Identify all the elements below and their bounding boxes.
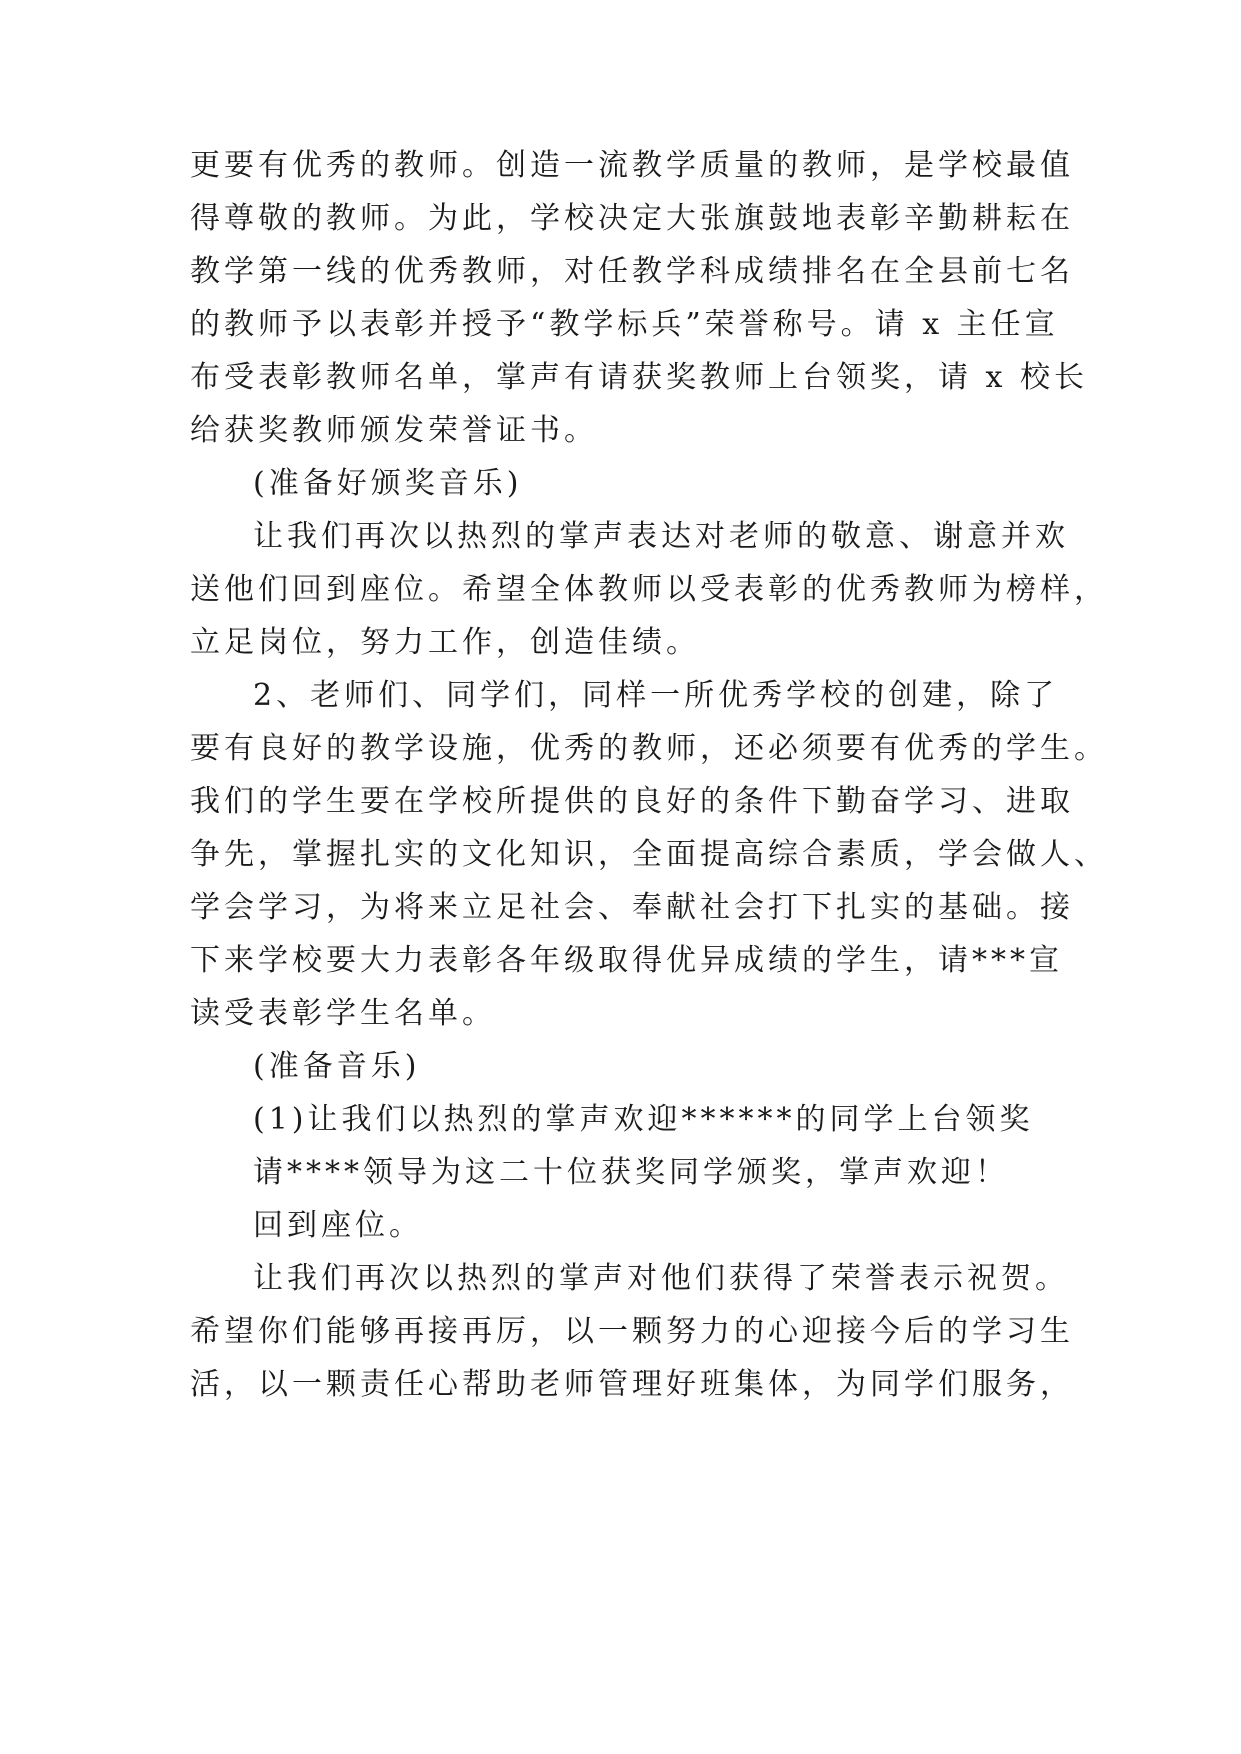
text-line: (准备好颁奖音乐) [253,466,523,501]
text-line: 争先，掌握扎实的文化知识，全面提高综合素质，学会做人、 [190,837,1108,872]
text-line: 得尊敬的教师。为此，学校决定大张旗鼓地表彰辛勤耕耘在 [190,201,1074,236]
text-line: 布受表彰教师名单，掌声有请获奖教师上台领奖，请 x 校长 [190,360,1088,395]
text-line: 更要有优秀的教师。创造一流教学质量的教师，是学校最值 [190,148,1074,183]
text-line: 要有良好的教学设施，优秀的教师，还必须要有优秀的学生。 [190,731,1108,766]
text-line: 让我们再次以热烈的掌声表达对老师的敬意、谢意并欢 [253,519,1069,554]
text-line: (1)让我们以热烈的掌声欢迎******的同学上台领奖 [253,1102,1034,1137]
text-line: (准备音乐) [253,1049,421,1084]
text-line: 活，以一颗责任心帮助老师管理好班集体，为同学们服务， [190,1367,1074,1402]
text-line: 下来学校要大力表彰各年级取得优异成绩的学生，请***宣 [190,943,1063,978]
text-line: 教学第一线的优秀教师，对任教学科成绩排名在全县前七名 [190,254,1074,289]
text-line: 请****领导为这二十位获奖同学颁奖，掌声欢迎！ [253,1155,1009,1190]
text-line: 我们的学生要在学校所提供的良好的条件下勤奋学习、进取 [190,784,1074,819]
text-line: 2、老师们、同学们，同样一所优秀学校的创建，除了 [253,678,1059,713]
text-line: 的教师予以表彰并授予“教学标兵”荣誉称号。请 x 主任宣 [190,307,1059,342]
text-line: 给获奖教师颁发荣誉证书。 [190,413,598,448]
text-line: 学会学习，为将来立足社会、奉献社会打下扎实的基础。接 [190,890,1074,925]
text-line: 立足岗位，努力工作，创造佳绩。 [190,625,700,660]
text-line: 送他们回到座位。希望全体教师以受表彰的优秀教师为榜样， [190,572,1108,607]
text-line: 回到座位。 [253,1208,423,1243]
text-line: 希望你们能够再接再厉，以一颗努力的心迎接今后的学习生 [190,1314,1074,1349]
text-line: 让我们再次以热烈的掌声对他们获得了荣誉表示祝贺。 [253,1261,1069,1296]
text-line: 读受表彰学生名单。 [190,996,496,1031]
